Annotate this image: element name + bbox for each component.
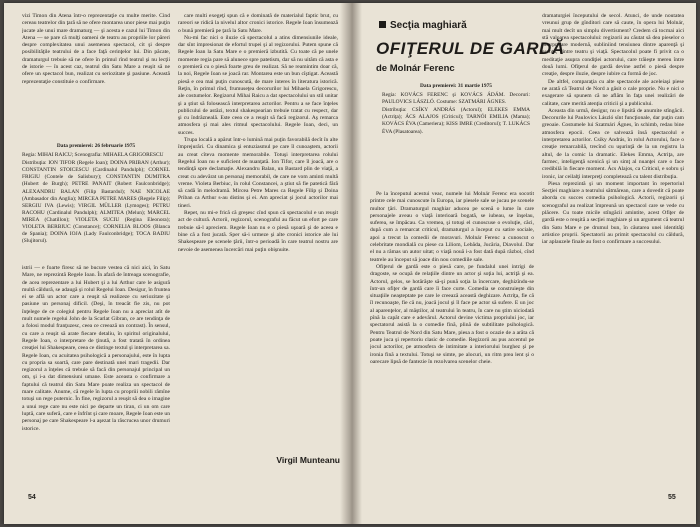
article-author: de Molnár Ferenc bbox=[376, 63, 455, 74]
paragraph: Ofiţerul de gardă este o piesă care, pe fundalul unei intrigi de dragoste, se ocupă de relaţiile dintre un actor şi soţia lui, actriţă şi ea. Actorul, gelos, se hotărăşte să-şi pună soţia la încercare, deghizîndu-se într-un ofiţer de gardă care îi face curte. Comedia se construieşte din situaţiile neaşteptate pe care le creează această deghizare. Actriţa, fie că îl recunoaşte, fie că nu, joacă jocul şi îl face pe actor să sufere. E un joc al aparenţelor, al măştilor, al teatrului în teatru, în care nu ştim niciodată pînă la capăt care e adevărul. Actorul devine victima propriului joc, iar spectatorul asistă la o comedie fină, plină de subtilitate psihologică. Pentru Teatrul de Nord din Satu Mare, piesa a fost o ocazie de a arăta că poate juca şi repertoriu clasic de comedie. Regizorii au pus accentul pe jocul actorilor, pe atmosfera de intimitate a interiorului burghez şi pe ironia fină a textului. Totuşi se simte, pe alocuri, un ritm prea lent şi o oarecare lipsă de fantezie în rezolvarea scenelor cheie. bbox=[370, 263, 534, 365]
paragraph: Nu-mi fac nici o iluzie că spectacolul a atins dimensiunile ideale, dar sînt impresionat de efortul trupei şi al regizorului. Putem spune că Regele Ioan la Satu Mare e o premieră izbutită. Cu toate că pe unele momente regia pare să alunece spre patetism, dar să nu uităm că asta e o premieră cu o piesă foarte greu de realizat. Să ne reamintim doar că, la noi, Regele Ioan se joacă rar. Montarea este un bun cîştigat. Această piesă e cea mai puţin cunoscută, de mare interes în literatura istorică. Reţin, în primul rînd, frumuseţea decorurilor lui Mihaela Grigorescu, ale costumelor. Regizorul Mihai Raicu a dat spectacolului un stil unitar şi a ştiut să folosească interpretarea actorilor. Pentru a se face înţeles publicului de astăzi, textul shakespearian trebuie tratat cu respect, dar şi cu îndrăzneală. Este ceea ce a reuşit să facă regizorul. Aş remarca atmosfera şi mai ales ritmul spectacolului. Regele Ioan, deci, un succes. bbox=[178, 34, 338, 136]
direction: Regia: KOVÁCS FERENC şi KOVÁCS ÁDÁM. Decoruri: PAULOVICS LÁSZLÓ. Costume: SZATMÁRI ÁGNES. bbox=[382, 92, 530, 106]
paragraph: vizi Timon din Atena într-o reprezentaţie cu multe merite. Cind cereau teatrelor din ţară să ne ofere montarea unor piese mai puţin jucate ale unui mare dramaturg — şi acesta e cazul lui Timon din Atena — se pare că mulţi oameni de teatru au propriile lor păreri despre complexitatea unui asemenea spectacol, cit şi despre posibilităţile teatrului de a face faţă cerinţelor lui. Din păcate, dramaturgul trebuie să ne ofere în primul rînd teatrul şi nu lecţii de istorie — în acest caz, teatrul din Satu Mare a reuşit să ne ofere un spectacol bun, realizat cu seriozitate şi pasiune. Această reprezentaţie constituie o confirmare. bbox=[22, 13, 170, 85]
page-number-right: 55 bbox=[668, 494, 676, 501]
paragraph: Piesa reprezintă şi un moment important în repertoriul Secţiei maghiare a teatrului sătmărean, care a dovedit că poate aborda cu succes comedia psihologică. Actorii, regizorii şi scenograful au realizat împreună un spectacol care se vede cu plăcere. Cu toate micile stîngăcii amintite, acest Ofiţer de gardă este o reuşită a secţiei maghiare şi un argument că teatrul din Satu Mare e pe drumul bun, în căutarea unei identităţi artistice proprii. Spectatorii au primit spectacolul cu căldură, iar aplauzele finale au fost o confirmare a succesului. bbox=[542, 180, 684, 246]
direction: Regia: MIHAI RAICU; Scenografia: MIHAELA GRIGORESCU bbox=[22, 152, 164, 159]
left-col1-top bbox=[22, 13, 170, 139]
right-col2 bbox=[542, 13, 684, 491]
paragraph: De altfel, comparaţia cu alte spectacole ale aceleiaşi piese ne arată că Teatrul de Nord a găsit o cale proprie. Nu e nici o exagerare să spunem că ne aflăm în faţa unei realizări de calitate, care merită atenţia criticii şi a publicului. bbox=[542, 78, 684, 107]
article-title: OFIŢERUL DE GARDĂ bbox=[376, 39, 565, 58]
paragraph: Trupa locală a apărut într-o lumină mai puţin favorabilă decît în alte împrejurări. Cu dinamica şi entuziasmul pe care îl cunoaştem, actorii au creat cîteva momente memorabile. Totuşi interpretarea rolului Regelui Ioan nu e suficient de nuanţată. Ion Tifor, care îl joacă, are o tendinţă spre declamaţie. Alexandru Balan, un Bastard plin de viaţă, a creat cu adevărat un personaj memorabil, de care ne vom aminti multă vreme. Violeta Berbiuc, în rolul Constancei, a ştiut să fie patetică fără să cadă în melodramă. Mircea Petre Mares ca Regele Filip şi Doina Priban ca Arthur s-au distins şi ei. Am apreciat şi jocul actorilor mai tineri. bbox=[178, 137, 338, 209]
square-bullet-icon bbox=[379, 21, 386, 28]
right-credits bbox=[382, 83, 530, 187]
cast-list: Distribuţia: ION TIFOR (Regele Ioan); DOINA PRIBAN (Arthur); CONSTANTIN STOICESCU (Cardinalul Pandulph); CORNEL FRIGIU (Contele de Salisbury); CONSTANTIN DUMITRA (Hubert de Burgh); PETRE PANAIT (Robert Faulconbridge); ALEXANDRU BALAN (Filip Bastardul); NAE NICOLAE (Ambasador din Anglia); MIRCEA PETRE MARES (Regele Filip); SERGIU IVA (Lewis); VIRGIL MÜLLER (Lymoges); PETRU RACOHU (Cardinalul Pandulph); ALMITEA (Melun); MARCEL MIREA (Chatillon); VIOLETA SUCIU (Regina Eleonora); VIOLETA BERBIUC (Constance); CORNELIA BLOOS (Blanca de Spania); DOINA IOJA (Lady Faulconbridge); TOCA BADIU (Slujitorul). bbox=[22, 160, 170, 245]
premiere-date: Data premierei: 26 februarie 1975 bbox=[56, 143, 136, 149]
left-credits bbox=[22, 143, 170, 261]
section-label-text: Secţia maghiară bbox=[390, 20, 467, 31]
cast-list: Distribuţia: CSÍKY ANDRÁS (Actorul); ELEKES EMMA (Actriţa); ÁCS ALAJOS (Criticul); TARNÓI EMILIA (Mama); KOVÁCS ÉVA (Cameriera); KISS IMRE (Creditorul); T. LUKÁCS ÉVA (Plasatoarea). bbox=[382, 107, 530, 135]
author-signature: Virgil Munteanu bbox=[276, 455, 340, 465]
page-number-left: 54 bbox=[28, 494, 36, 501]
right-col1 bbox=[370, 191, 534, 491]
paragraph: Pe la începutul acestui veac, numele lui Molnár Ferenc era socotit printre cele mai cunoscute în Europa, iar piesele sale se jucau pe scenele multor ţări. Dramaturgul maghiar aducea pe scenă o lume în care personajele aveau o viaţă interioară bogată, se iubeau, se înşelau, suferea, se împăcau. Ca vremea, şi totuşi el cunoscuse o evoluţie, căci, după cum a remarcat criticul, dramaturgul a început cu satire sociale, apoi a trecut la comedii de moravuri. Molnár Ferenc a cunoscut o celebritate mondială cu piese ca Liliom, Lebăda, Jucăria, Diavolul. Dar el nu a rămas un autor uitat; o viaţă nouă i-a fost dată după război, cînd teatrele au început să joace din nou comediile sale. bbox=[370, 191, 534, 263]
magazine-spread bbox=[4, 3, 696, 524]
page-gutter bbox=[340, 3, 362, 524]
paragraph: istrii — e foarte firesc să ne bucure vestea că nici aici, în Satu Mare, ne reprezintă Regele Ioan. În afară de întreaga scenografie, de acea reprezentare a lui Hubert şi a lui Arthur care le asigură multă căldură, se adaugă şi rolul Regelui Ioan. Desigur, în fruntea ei se află un actor care a reuşit să realizeze cu seriozitate şi pasiune un personaj dificil. (Deşi, în treacăt fie zis, nu pot înţelege de ce colegiul pentru Regele Ioan nu a apreciat atît de mult numele regelui John de la Scarlat Gibran, ce are tendinţa de a folosi modul franţuzesc, ceea ce creează un contrast). În sensul, cu care a reuşit să arate fiecare detaliu, în spiritul originalului, Regele Ioan, o interpretare de ţinută, a fost tratată în ordinea creaţiei lui Shakespeare, ceea ce distinge textul şi interpretarea sa. Regele Ioan, cu acuitatea psihologică a personajului, este în lupta cu propria sa soartă, care pare destinată unei mari tragedii. Dar regizorul a înţeles că trebuie să facă din personajul principal un om, şi i-a dat dimensiuni umane. Este aceasta o confirmare a faptului că teatrul din Satu Mare poate realiza un spectacol de mare calitate. Anume, că regele în lupta cu propriii nobili rămîne totuşi un rege puternic. În fine, regizorul a reuşit să dea o imagine a unui rege care nu este nici pe departe un tiran, ci un om care luptă, care suferă, care e înfrînt şi care moare, Regele Ioan este un personaj pe care Shakespeare l-a aşezat la răscrucea unor drumuri istorice. bbox=[22, 265, 170, 432]
section-label bbox=[379, 20, 469, 31]
paragraph: care multi exegeţi spun că e dominată de materialul faptic brut, cu rareori se ridică la nivelul altor cronici istorice. Regele Ioan însumează o bună premieră pe ţară la Satu Mare. bbox=[178, 13, 338, 34]
paragraph: Aceasta din urmă, desigur, nu e lipsită de anumite stîngăcii. Decorurile lui Paulovics László sînt funcţionale, dar puţin cam greoaie. Costumele lui Szatmári Ágnes, în schimb, redau bine atmosfera epocii. Ceea ce salvează însă spectacolul e interpretarea actorilor. Csíky András, în rolul Actorului, face o creaţie remarcabilă, trecînd cu uşurinţă de la un registru la altul, de la comic la dramatic. Elekes Emma, Actriţa, are farmec, inteligenţă scenică şi un simţ al nuanţei care o face credibilă în fiecare moment. Ács Alajos, ca Criticul, e sobru şi ironic, iar ceilalţi interpreţi completează cu talent distribuţia. bbox=[542, 107, 684, 180]
left-col1-bottom bbox=[22, 265, 170, 490]
paragraph: dramaturgiei începutului de secol. Atunci, de unde noutatea vreunui grup de gînditori care să caute, în opera lui Molnár, mai mult decît un simplu divertisment? Credem că tocmai aici stă valoarea spectacolului: regizorii au căutat să dea pieselor o interpretare modernă, subliniind tensiunea dintre aparenţă şi esenţă, dintre teatru şi viaţă. Spectacolul poate fi privit ca o meditaţie asupra condiţiei actorului, care trăieşte mereu între două lumi. Ofiţerul de gardă devine astfel o piesă despre creaţie, despre iluzie, despre iubire ca formă de joc. bbox=[542, 13, 684, 78]
premiere-date: Data premierei: 31 martie 1975 bbox=[420, 83, 492, 89]
left-col2 bbox=[178, 13, 338, 451]
paragraph: Repet, nu mi-e frică că greşesc cînd spun că spectacolul e un reuşit act de cultură. Actorii, regizorul, scenograful au făcut un efort pe care trebuie să-l apreciem. Regele Ioan nu e o piesă uşoară şi de aceea e bine că a fost jucată. Sper să-i urmeze şi alte cronici istorice ale lui Shakespeare pe scenele ţării, într-o perioadă în care teatrul nostru are nevoie de asemenea încercări mai puţin obişnuite. bbox=[178, 210, 338, 253]
